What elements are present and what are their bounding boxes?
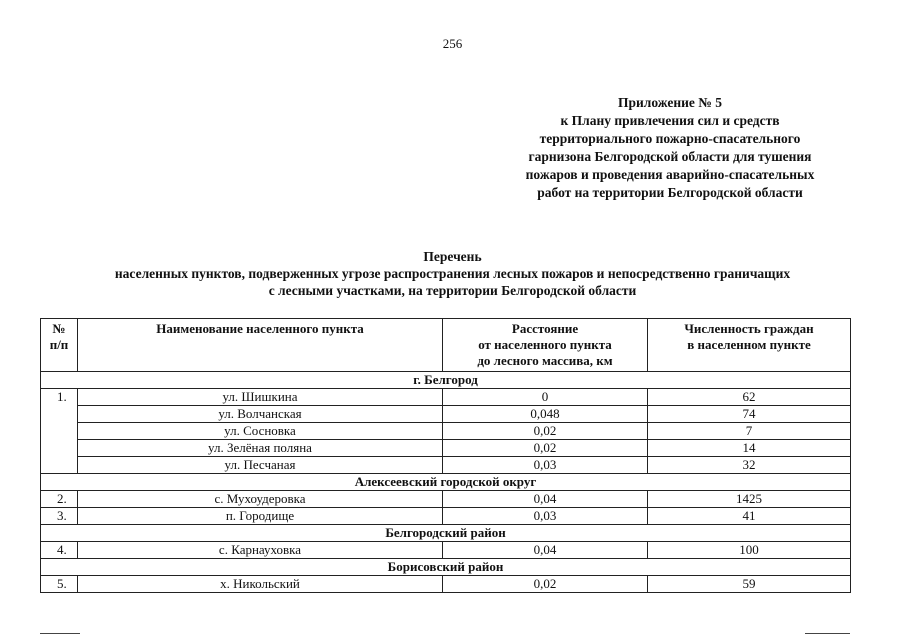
row-population: 41 bbox=[648, 508, 851, 525]
table-row bbox=[41, 389, 851, 406]
page-number: 256 bbox=[442, 36, 463, 51]
row-distance: 0,02 bbox=[443, 440, 648, 457]
footer-rule-right bbox=[805, 633, 850, 634]
header-distance-line: до лесного массива, км bbox=[477, 353, 613, 368]
heading-title: Перечень bbox=[423, 249, 482, 264]
row-distance: 0,04 bbox=[443, 542, 648, 559]
appendix-line: территориального пожарно-спасательного bbox=[539, 131, 801, 146]
header-distance-line: Расстояние bbox=[511, 321, 579, 336]
row-name: ул. Сосновка bbox=[78, 423, 443, 440]
section-row bbox=[41, 525, 851, 542]
row-name: с. Мухоудеровка bbox=[78, 491, 443, 508]
row-population: 32 bbox=[648, 457, 851, 474]
row-population: 74 bbox=[648, 406, 851, 423]
table-row bbox=[41, 576, 851, 593]
row-name: с. Карнауховка bbox=[78, 542, 443, 559]
section-title: Алексеевский городской округ bbox=[41, 474, 851, 491]
section-row bbox=[41, 372, 851, 389]
settlements-table bbox=[40, 318, 851, 593]
header-name bbox=[78, 319, 443, 372]
table-row bbox=[41, 491, 851, 508]
row-distance: 0 bbox=[443, 389, 648, 406]
section-row bbox=[41, 559, 851, 576]
table-row bbox=[41, 542, 851, 559]
header-distance bbox=[443, 319, 648, 372]
footer-rule-left bbox=[40, 633, 80, 634]
row-name: ул. Шишкина bbox=[78, 389, 443, 406]
document-heading bbox=[30, 248, 875, 299]
row-population: 1425 bbox=[648, 491, 851, 508]
header-population-line: Численность граждан bbox=[684, 321, 814, 336]
row-num: 2. bbox=[41, 491, 78, 508]
row-name: ул. Песчаная bbox=[78, 457, 443, 474]
row-distance: 0,03 bbox=[443, 508, 648, 525]
header-population bbox=[648, 319, 851, 372]
row-population: 59 bbox=[648, 576, 851, 593]
table-header-row bbox=[41, 319, 851, 372]
appendix-line: Приложение № 5 bbox=[618, 95, 722, 110]
row-num: 1. bbox=[41, 389, 78, 474]
row-distance: 0,02 bbox=[443, 576, 648, 593]
appendix-line: к Плану привлечения сил и средств bbox=[560, 113, 780, 128]
section-title: г. Белгород bbox=[41, 372, 851, 389]
appendix-header bbox=[480, 94, 860, 202]
row-population: 62 bbox=[648, 389, 851, 406]
row-distance: 0,048 bbox=[443, 406, 648, 423]
row-num: 3. bbox=[41, 508, 78, 525]
appendix-line: гарнизона Белгородской области для тушения bbox=[528, 149, 812, 164]
table-row bbox=[41, 508, 851, 525]
row-name: п. Городище bbox=[78, 508, 443, 525]
heading-line: с лесными участками, на территории Белгородской области bbox=[268, 283, 637, 298]
header-name-line: Наименование населенного пункта bbox=[156, 321, 364, 336]
row-name: ул. Волчанская bbox=[78, 406, 443, 423]
table-row bbox=[41, 440, 851, 457]
table-row bbox=[41, 423, 851, 440]
header-num-line: № bbox=[52, 321, 66, 336]
header-population-line: в населенном пункте bbox=[687, 337, 811, 352]
appendix-line: работ на территории Белгородской области bbox=[537, 185, 803, 200]
row-name: ул. Зелёная поляна bbox=[78, 440, 443, 457]
row-num: 5. bbox=[41, 576, 78, 593]
row-distance: 0,04 bbox=[443, 491, 648, 508]
table-row bbox=[41, 457, 851, 474]
section-title: Борисовский район bbox=[41, 559, 851, 576]
row-name: х. Никольский bbox=[78, 576, 443, 593]
section-row bbox=[41, 474, 851, 491]
row-population: 14 bbox=[648, 440, 851, 457]
row-num: 4. bbox=[41, 542, 78, 559]
heading-line: населенных пунктов, подверженных угрозе распространения лесных пожаров и непосредственно граничащих bbox=[114, 266, 791, 281]
row-distance: 0,02 bbox=[443, 423, 648, 440]
appendix-line: пожаров и проведения аварийно-спасательных bbox=[525, 167, 815, 182]
section-title: Белгородский район bbox=[41, 525, 851, 542]
row-population: 7 bbox=[648, 423, 851, 440]
header-distance-line: от населенного пункта bbox=[478, 337, 612, 352]
row-population: 100 bbox=[648, 542, 851, 559]
row-distance: 0,03 bbox=[443, 457, 648, 474]
header-num bbox=[41, 319, 78, 372]
table-row bbox=[41, 406, 851, 423]
header-num-line: п/п bbox=[49, 337, 69, 352]
